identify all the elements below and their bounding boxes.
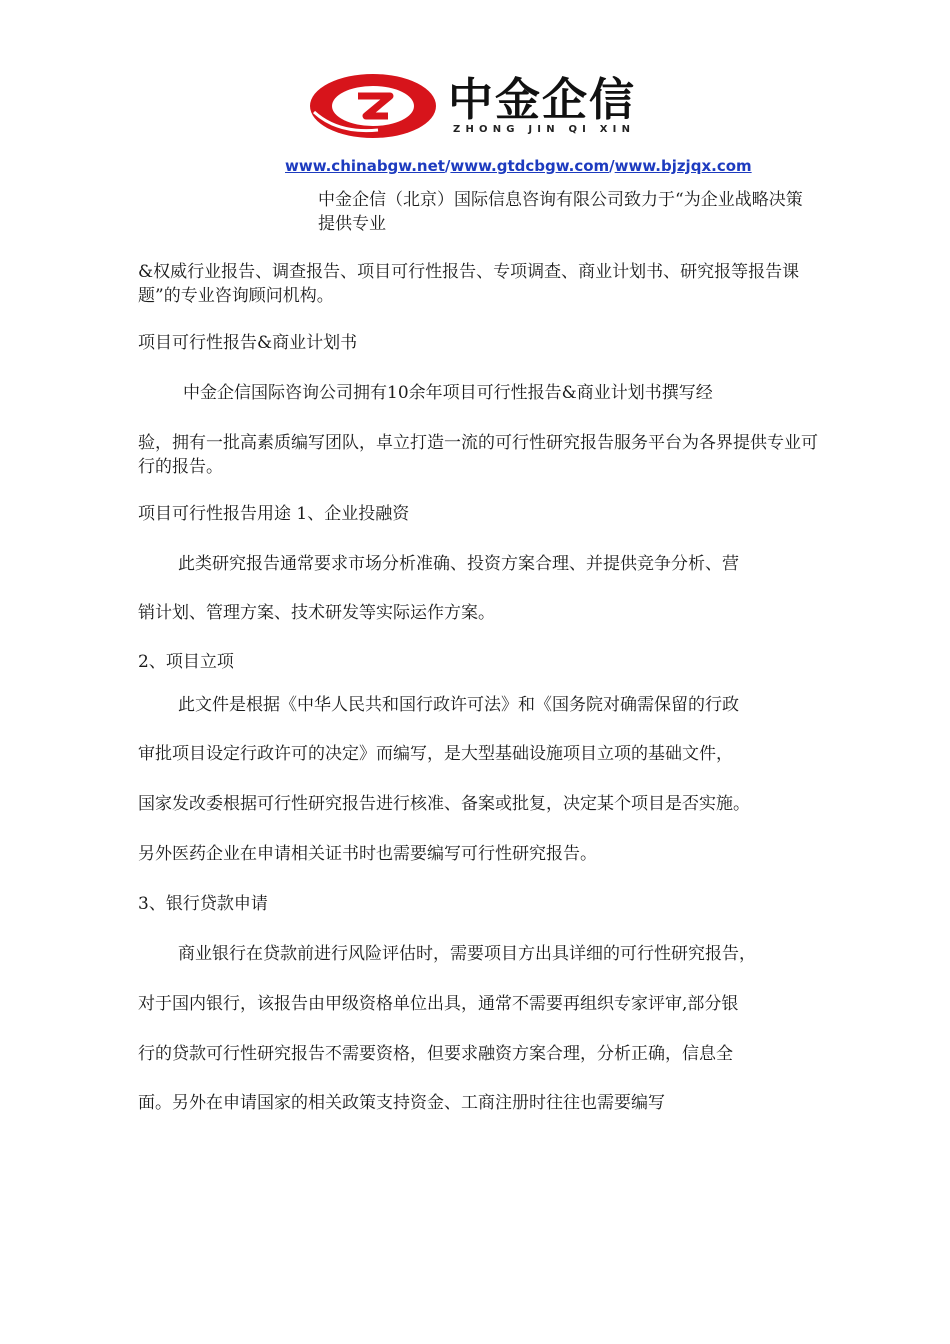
link-chinabgw[interactable]: www.chinabgw.net [285, 157, 445, 175]
paragraph-4-line-4: 面。另外在申请国家的相关政策支持资金、工商注册时往往也需要编写 [138, 1093, 665, 1113]
paragraph-2-line-1: 此类研究报告通常要求市场分析准确、投资方案合理、并提供竞争分析、营 [178, 554, 739, 574]
paragraph-4-line-3: 行的贷款可行性研究报告不需要资格，但要求融资方案合理，分析正确，信息全 [138, 1044, 733, 1064]
link-gtdcbgw[interactable]: www.gtdcbgw.com [450, 157, 610, 175]
paragraph-3-line-1: 此文件是根据《中华人民共和国行政许可法》和《国务院对确需保留的行政 [178, 695, 739, 715]
paragraph-3-line-4: 另外医药企业在申请相关证书时也需要编写可行性研究报告。 [138, 844, 597, 864]
website-links [285, 156, 805, 176]
link-separator: / [609, 157, 615, 175]
section-heading-2: 项目可行性报告用途 1、企业投融资 [138, 504, 410, 524]
paragraph-3-line-3: 国家发改委根据可行性研究报告进行核准、备案或批复，决定某个项目是否实施。 [138, 794, 750, 814]
intro-paragraph-a: 中金企信（北京）国际信息咨询有限公司致力于“为企业战略决策提供专业 [318, 190, 803, 234]
section-heading-1: 项目可行性报告&商业计划书 [138, 333, 358, 353]
logo-english-name: ZHONG JIN QI XIN [453, 124, 636, 135]
paragraph-2-line-2: 销计划、管理方案、技术研发等实际运作方案。 [138, 603, 495, 623]
intro-paragraph-b: &权威行业报告、调查报告、项目可行性报告、专项调查、商业计划书、研究报等报告课题”的专业咨询顾问机构。 [138, 262, 800, 306]
link-bjzjqx[interactable]: www.bjzjqx.com [614, 157, 752, 175]
paragraph-3-line-2: 审批项目设定行政许可的决定》而编写，是大型基础设施项目立项的基础文件， [138, 744, 733, 764]
logo-chinese-name: 中金企信 [448, 73, 637, 126]
section-heading-4: 3、银行贷款申请 [138, 894, 268, 914]
paragraph-4-line-1: 商业银行在贷款前进行风险评估时，需要项目方出具详细的可行性研究报告， [178, 944, 756, 964]
section-heading-3: 2、项目立项 [138, 652, 234, 672]
link-separator: / [444, 157, 451, 175]
company-logo [308, 72, 708, 142]
paragraph-1-line-1: 中金企信国际咨询公司拥有10余年项目可行性报告&商业计划书撰写经 [183, 383, 713, 403]
paragraph-1-line-2: 验，拥有一批高素质编写团队，卓立打造一流的可行性研究报告服务平台为各界提供专业可行的报告。 [138, 433, 818, 477]
logo-emblem-icon [308, 72, 438, 140]
paragraph-4-line-2: 对于国内银行，该报告由甲级资格单位出具，通常不需要再组织专家评审,部分银 [138, 994, 739, 1014]
